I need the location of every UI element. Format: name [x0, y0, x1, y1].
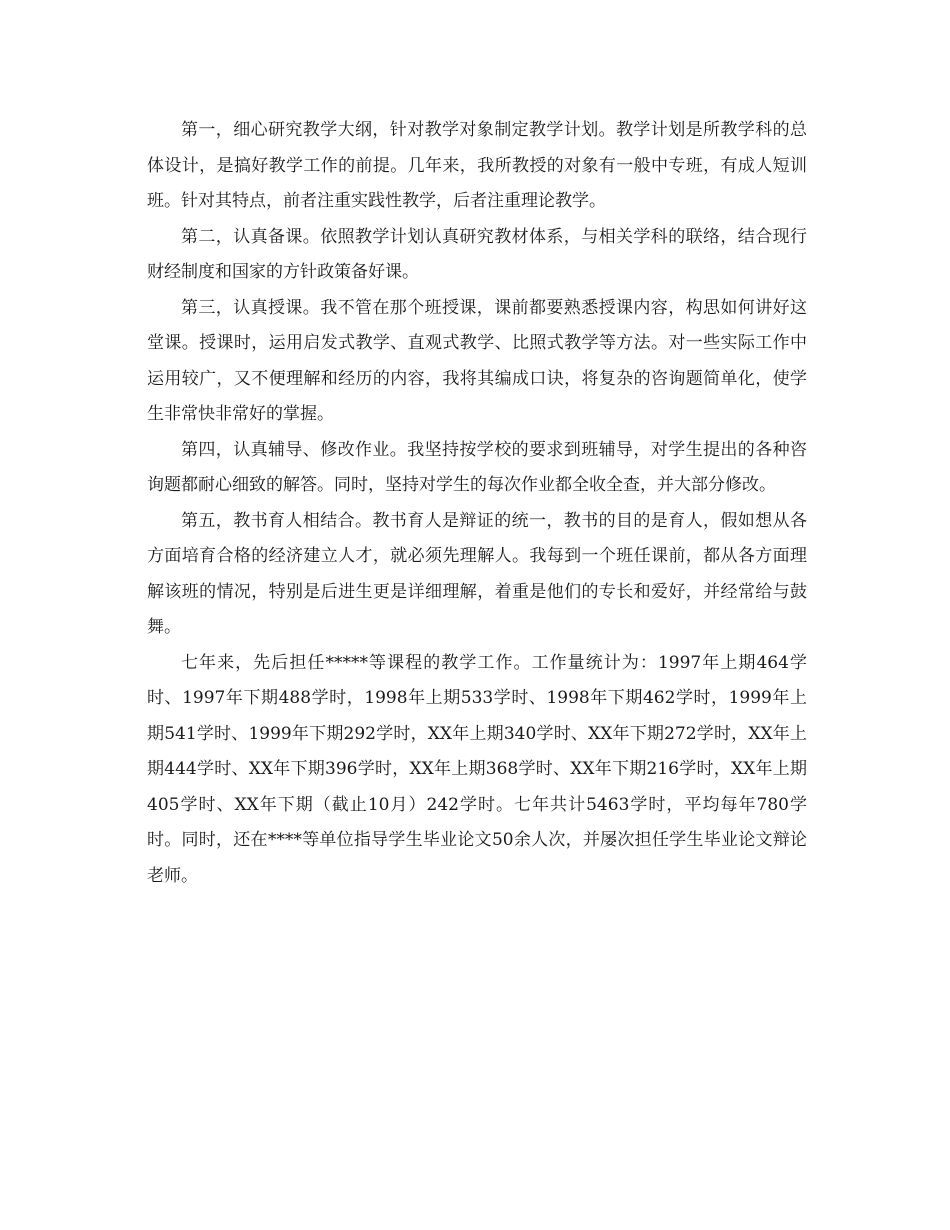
- paragraph-workload: 七年来，先后担任*****等课程的教学工作。工作量统计为：1997年上期464学时、1997年下期488学时，1998年上期533学时、1998年下期462学时，1999年上期541学时、1999年下期292学时，XX年上期340学时、XX年下期272学时，XX年上期444学时、XX年下期396学时，XX年上期368学时、XX年下期216学时，XX年上期405学时、XX年下期（截止10月）242学时。七年共计5463学时，平均每年780学时。同时，还在****等单位指导学生毕业论文50余人次，并屡次担任学生毕业论文辩论老师。: [147, 652, 807, 886]
- document-body: [147, 113, 807, 894]
- paragraph-teaching-plan: 第一，细心研究教学大纲，针对教学对象制定教学计划。教学计划是所教学科的总体设计，是搞好教学工作的前提。几年来，我所教授的对象有一般中专班，有成人短训班。针对其特点，前者注重实践性教学，后者注重理论教学。: [147, 120, 807, 211]
- paragraph-teaching: 第三，认真授课。我不管在那个班授课，课前都要熟悉授课内容，构思如何讲好这堂课。授课时，运用启发式教学、直观式教学、比照式教学等方法。对一些实际工作中运用较广，又不便理解和经历的内容，我将其编成口诀，将复杂的咨询题简单化，使学生非常快非常好的掌握。: [147, 297, 807, 424]
- paragraph-lesson-prep: 第二，认真备课。依照教学计划认真研究教材体系，与相关学科的联络，结合现行财经制度和国家的方针政策备好课。: [147, 226, 807, 282]
- paragraph-education: 第五，教书育人相结合。教书育人是辩证的统一，教书的目的是育人，假如想从各方面培育合格的经济建立人才，就必须先理解人。我每到一个班任课前，都从各方面理解该班的情况，特别是后进生更是详细理解，着重是他们的专长和爱好，并经常给与鼓舞。: [147, 510, 807, 637]
- paragraph-tutoring: 第四，认真辅导、修改作业。我坚持按学校的要求到班辅导，对学生提出的各种咨询题都耐心细致的解答。同时，坚持对学生的每次作业都全收全查，并大部分修改。: [147, 439, 807, 495]
